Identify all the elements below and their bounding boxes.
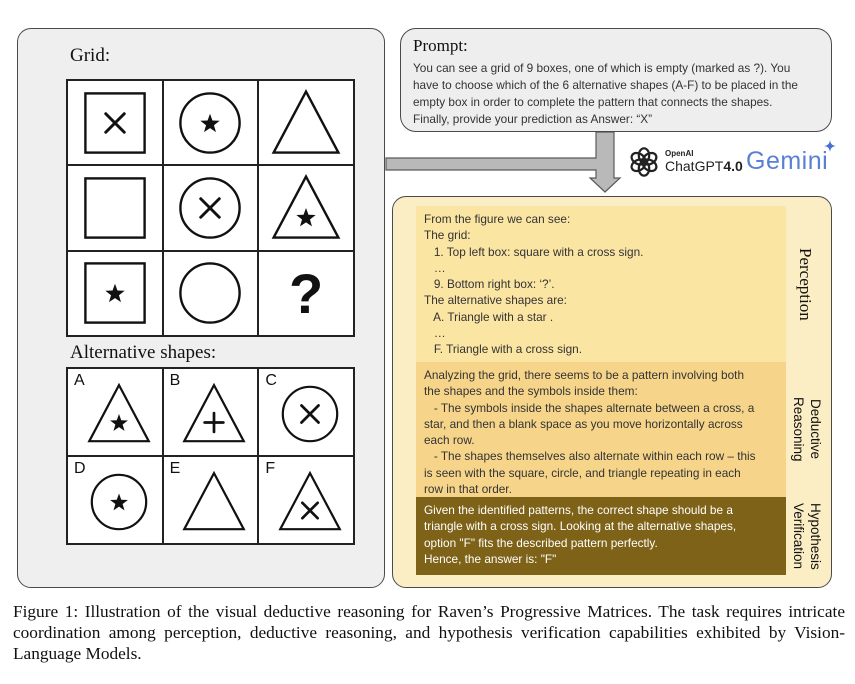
question-mark: ? [289,261,324,325]
perception-line: 1. Top left box: square with a cross sign. [424,244,644,259]
deductive-line: - The symbols inside the shapes alternate between a cross, a [424,400,755,415]
triangle-shape [274,91,339,152]
prompt-line: empty box in order to complete the pattern that connects the shapes. [413,95,773,109]
perception-line: The alternative shapes are: [424,293,567,308]
deductive-line: - The shapes themselves also alternate within each row – this [424,449,756,464]
hypothesis-verification-section [416,497,786,575]
deductive-reasoning-label [790,362,824,497]
deductive-label-line: Reasoning [791,397,806,462]
cross-symbol [302,406,319,423]
cross-symbol [106,113,125,132]
prompt-line: You can see a grid of 9 boxes, one of which is empty (marked as ?). You [413,61,791,75]
hypothesis-line: Hence, the answer is: "F" [424,551,557,566]
grid-cell [258,165,354,250]
deductive-line: the shapes and the symbols inside them: [424,384,638,399]
triangle-shape [280,473,340,529]
triangle-shape [89,385,149,441]
triangle-shape [185,473,245,529]
chatgpt-wordmark [665,158,743,174]
prompt-title: Prompt: [413,36,468,55]
perception-label: Perception [796,247,815,321]
chatgpt-version: 4.0 [723,158,743,174]
star-symbol [201,113,220,131]
prompt-line: have to choose which of the 6 alternative shapes (A-F) to be placed in the [413,78,798,92]
perception-line: From the figure we can see: [424,212,571,226]
hypothesis-line: triangle with a cross sign. Looking at the alternative shapes, [424,519,737,534]
cell-figure [78,86,152,160]
prompt-box [400,28,832,132]
option-letter: C [265,372,277,389]
perception-line: … [424,260,446,275]
perception-line: The grid: [424,228,471,243]
prompt-text [413,60,823,128]
perception-section [416,206,786,362]
option-letter: B [169,372,181,389]
deductive-line: star, and then a blank space as you move horizontally across [424,416,743,431]
star-symbol [105,284,124,302]
option-figure [276,380,344,448]
alternative-option-e [163,456,259,544]
chatgpt-name: ChatGPT [665,158,724,174]
gemini-wordmark: Gemini [746,147,829,175]
puzzle-grid [66,79,355,337]
option-letter: E [169,460,181,477]
perception-line: F. Triangle with a cross sign. [424,342,583,357]
cell-figure [173,86,247,160]
cell-figure [78,256,152,330]
deductive-line: is seen with the square, circle, and triangle repeating in each [424,465,741,480]
figure-caption: Figure 1: Illustration of the visual deductive reasoning for Raven’s Progressive Matrices. The task requires intricate coordination among perception, deductive reasoning, and hypothesis verification capabilities exhibited by Vision-Language Models. [13,602,845,663]
perception-line: … [424,326,446,341]
alternative-option-a [67,368,163,456]
grid-cell [163,80,259,165]
alternatives-grid [66,367,355,545]
alternative-option-c [258,368,354,456]
alternatives-label: Alternative shapes: [70,342,217,363]
hypothesis-line: Given the identified patterns, the correct shape should be a [424,503,733,517]
perception-line: A. Triangle with a star . [424,309,554,324]
star-symbol [110,414,128,431]
cell-figure [269,86,343,160]
triangle-shape [274,177,339,238]
grid-cell [67,80,163,165]
deductive-line: Analyzing the grid, there seems to be a pattern involving both [424,368,745,382]
openai-wordmark: OpenAI [665,149,694,158]
star-symbol [110,494,128,511]
cell-figure [269,171,343,245]
hypothesis-label-line: Hypothesis [808,502,823,570]
option-letter: D [74,460,86,477]
openai-logo-icon [628,146,660,178]
alternative-option-b [163,368,259,456]
alternative-option-d [67,456,163,544]
grid-cell [163,251,259,336]
deductive-label-line: Deductive [808,399,823,460]
option-figure [85,468,153,536]
grid-cell [67,251,163,336]
gemini-sparkle-icon [824,140,836,152]
cell-figure [173,256,247,330]
alternative-option-f [258,456,354,544]
circle-shape [181,264,240,323]
option-figure [180,380,248,448]
cell-figure [173,171,247,245]
grid-cell [258,251,354,336]
grid-cell [258,80,354,165]
prompt-line: Finally, provide your prediction as Answer: “X” [413,112,653,126]
perception-line: 9. Bottom right box: ‘?’. [424,277,555,292]
grid-cell [67,165,163,250]
deductive-line: row in that order. [424,482,512,497]
cross-symbol [201,199,220,218]
grid-cell [163,165,259,250]
hypothesis-verification-label [790,497,824,575]
option-letter: F [265,460,276,477]
model-logos [628,144,838,184]
option-figure [276,468,344,536]
deductive-reasoning-section [416,362,786,497]
cell-figure [78,171,152,245]
deductive-line: each row. [424,433,475,448]
hypothesis-label-line: Verification [791,502,806,570]
cross-symbol [303,503,318,518]
plus-symbol [205,413,224,432]
option-figure [85,380,153,448]
option-figure [180,468,248,536]
puzzle-panel [17,28,385,588]
grid-label: Grid: [70,45,111,66]
hypothesis-line: option "F" fits the described pattern perfectly. [424,535,658,550]
square-shape [85,178,144,237]
option-letter: A [74,372,85,389]
star-symbol [296,208,315,226]
